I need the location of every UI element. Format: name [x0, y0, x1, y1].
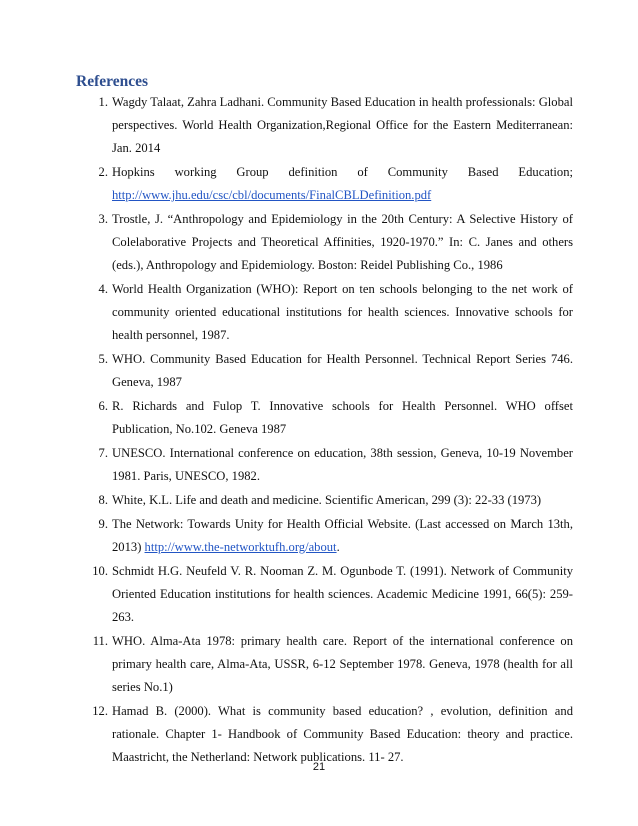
reference-number: 2. [98, 165, 108, 179]
reference-text: R. Richards and Fulop T. Innovative schools for Health Personnel. WHO offset Publication, No.102. Geneva 1987 [112, 399, 573, 436]
reference-number: 7. [98, 446, 108, 460]
reference-item-12 [80, 700, 573, 769]
reference-number: 4. [98, 282, 108, 296]
reference-text: White, K.L. Life and death and medicine. Scientific American, 299 (3): 22-33 (1973) [112, 493, 542, 507]
reference-number: 5. [98, 352, 108, 366]
reference-item-5 [80, 348, 573, 394]
reference-item-11 [80, 630, 573, 699]
reference-text: WHO. Alma-Ata 1978: primary health care. Report of the international conference on primary health care, Alma-Ata, USSR, 6-12 September 1978. Geneva, 1978 (health for all series No.1) [112, 634, 573, 694]
page-number: 21 [312, 761, 326, 773]
reference-number: 10. [92, 564, 108, 578]
reference-number: 11. [92, 634, 108, 648]
reference-number: 12. [92, 704, 108, 718]
reference-item-7 [80, 442, 573, 488]
reference-number: 9. [98, 517, 108, 531]
reference-list [80, 91, 573, 770]
reference-link[interactable]: http://www.jhu.edu/csc/cbl/documents/FinalCBLDefinition.pdf [112, 188, 432, 202]
reference-item-8 [80, 489, 573, 512]
reference-number: 8. [98, 493, 108, 507]
reference-item-6 [80, 395, 573, 441]
reference-number: 3. [98, 212, 108, 226]
reference-text: UNESCO. International conference on education, 38th session, Geneva, 10-19 November 1981. Paris, UNESCO, 1982. [112, 446, 573, 483]
reference-text: Schmidt H.G. Neufeld V. R. Nooman Z. M. Ogunbode T. (1991). Network of Community Oriented Education institutions for health sciences. Academic Medicine 1991, 66(5): 259-263. [112, 564, 573, 624]
reference-item-2 [80, 161, 573, 207]
reference-link[interactable]: http://www.the-networktufh.org/about [144, 540, 337, 554]
reference-text: Hopkins working Group definition of Community Based Education; [112, 165, 573, 179]
reference-item-4 [80, 278, 573, 347]
reference-item-10 [80, 560, 573, 629]
reference-trailing-punctuation: . [336, 540, 340, 554]
reference-number: 1. [98, 95, 108, 109]
page-heading: References [76, 73, 149, 90]
reference-text: Trostle, J. “Anthropology and Epidemiology in the 20th Century: A Selective History of Colelaborative Projects and Theoretical Affinities, 1920-1970.” In: C. Janes and others (eds.), Anthropology and Epidemiology. Boston: Reidel Publishing Co., 1986 [112, 212, 573, 272]
reference-text: Hamad B. (2000). What is community based education? , evolution, definition and rationale. Chapter 1- Handbook of Community Based Education: theory and practice. Maastricht, the Netherland: Network publications. 11- 27. [112, 704, 573, 764]
reference-item-1 [80, 91, 573, 160]
reference-text: WHO. Community Based Education for Health Personnel. Technical Report Series 746. Geneva, 1987 [112, 352, 573, 389]
reference-text: The Network: Towards Unity for Health Official Website. (Last accessed on March 13th, 2013) [112, 517, 573, 554]
reference-text: Wagdy Talaat, Zahra Ladhani. Community Based Education in health professionals: Global perspectives. World Health Organization,Regional Office for the Eastern Mediterranean: Jan. 2014 [112, 95, 573, 155]
reference-item-9 [80, 513, 573, 559]
reference-item-3 [80, 208, 573, 277]
reference-number: 6. [98, 399, 108, 413]
reference-text: World Health Organization (WHO): Report on ten schools belonging to the net work of community oriented educational institutions for health sciences. Innovative schools for health personnel, 1987. [112, 282, 573, 342]
